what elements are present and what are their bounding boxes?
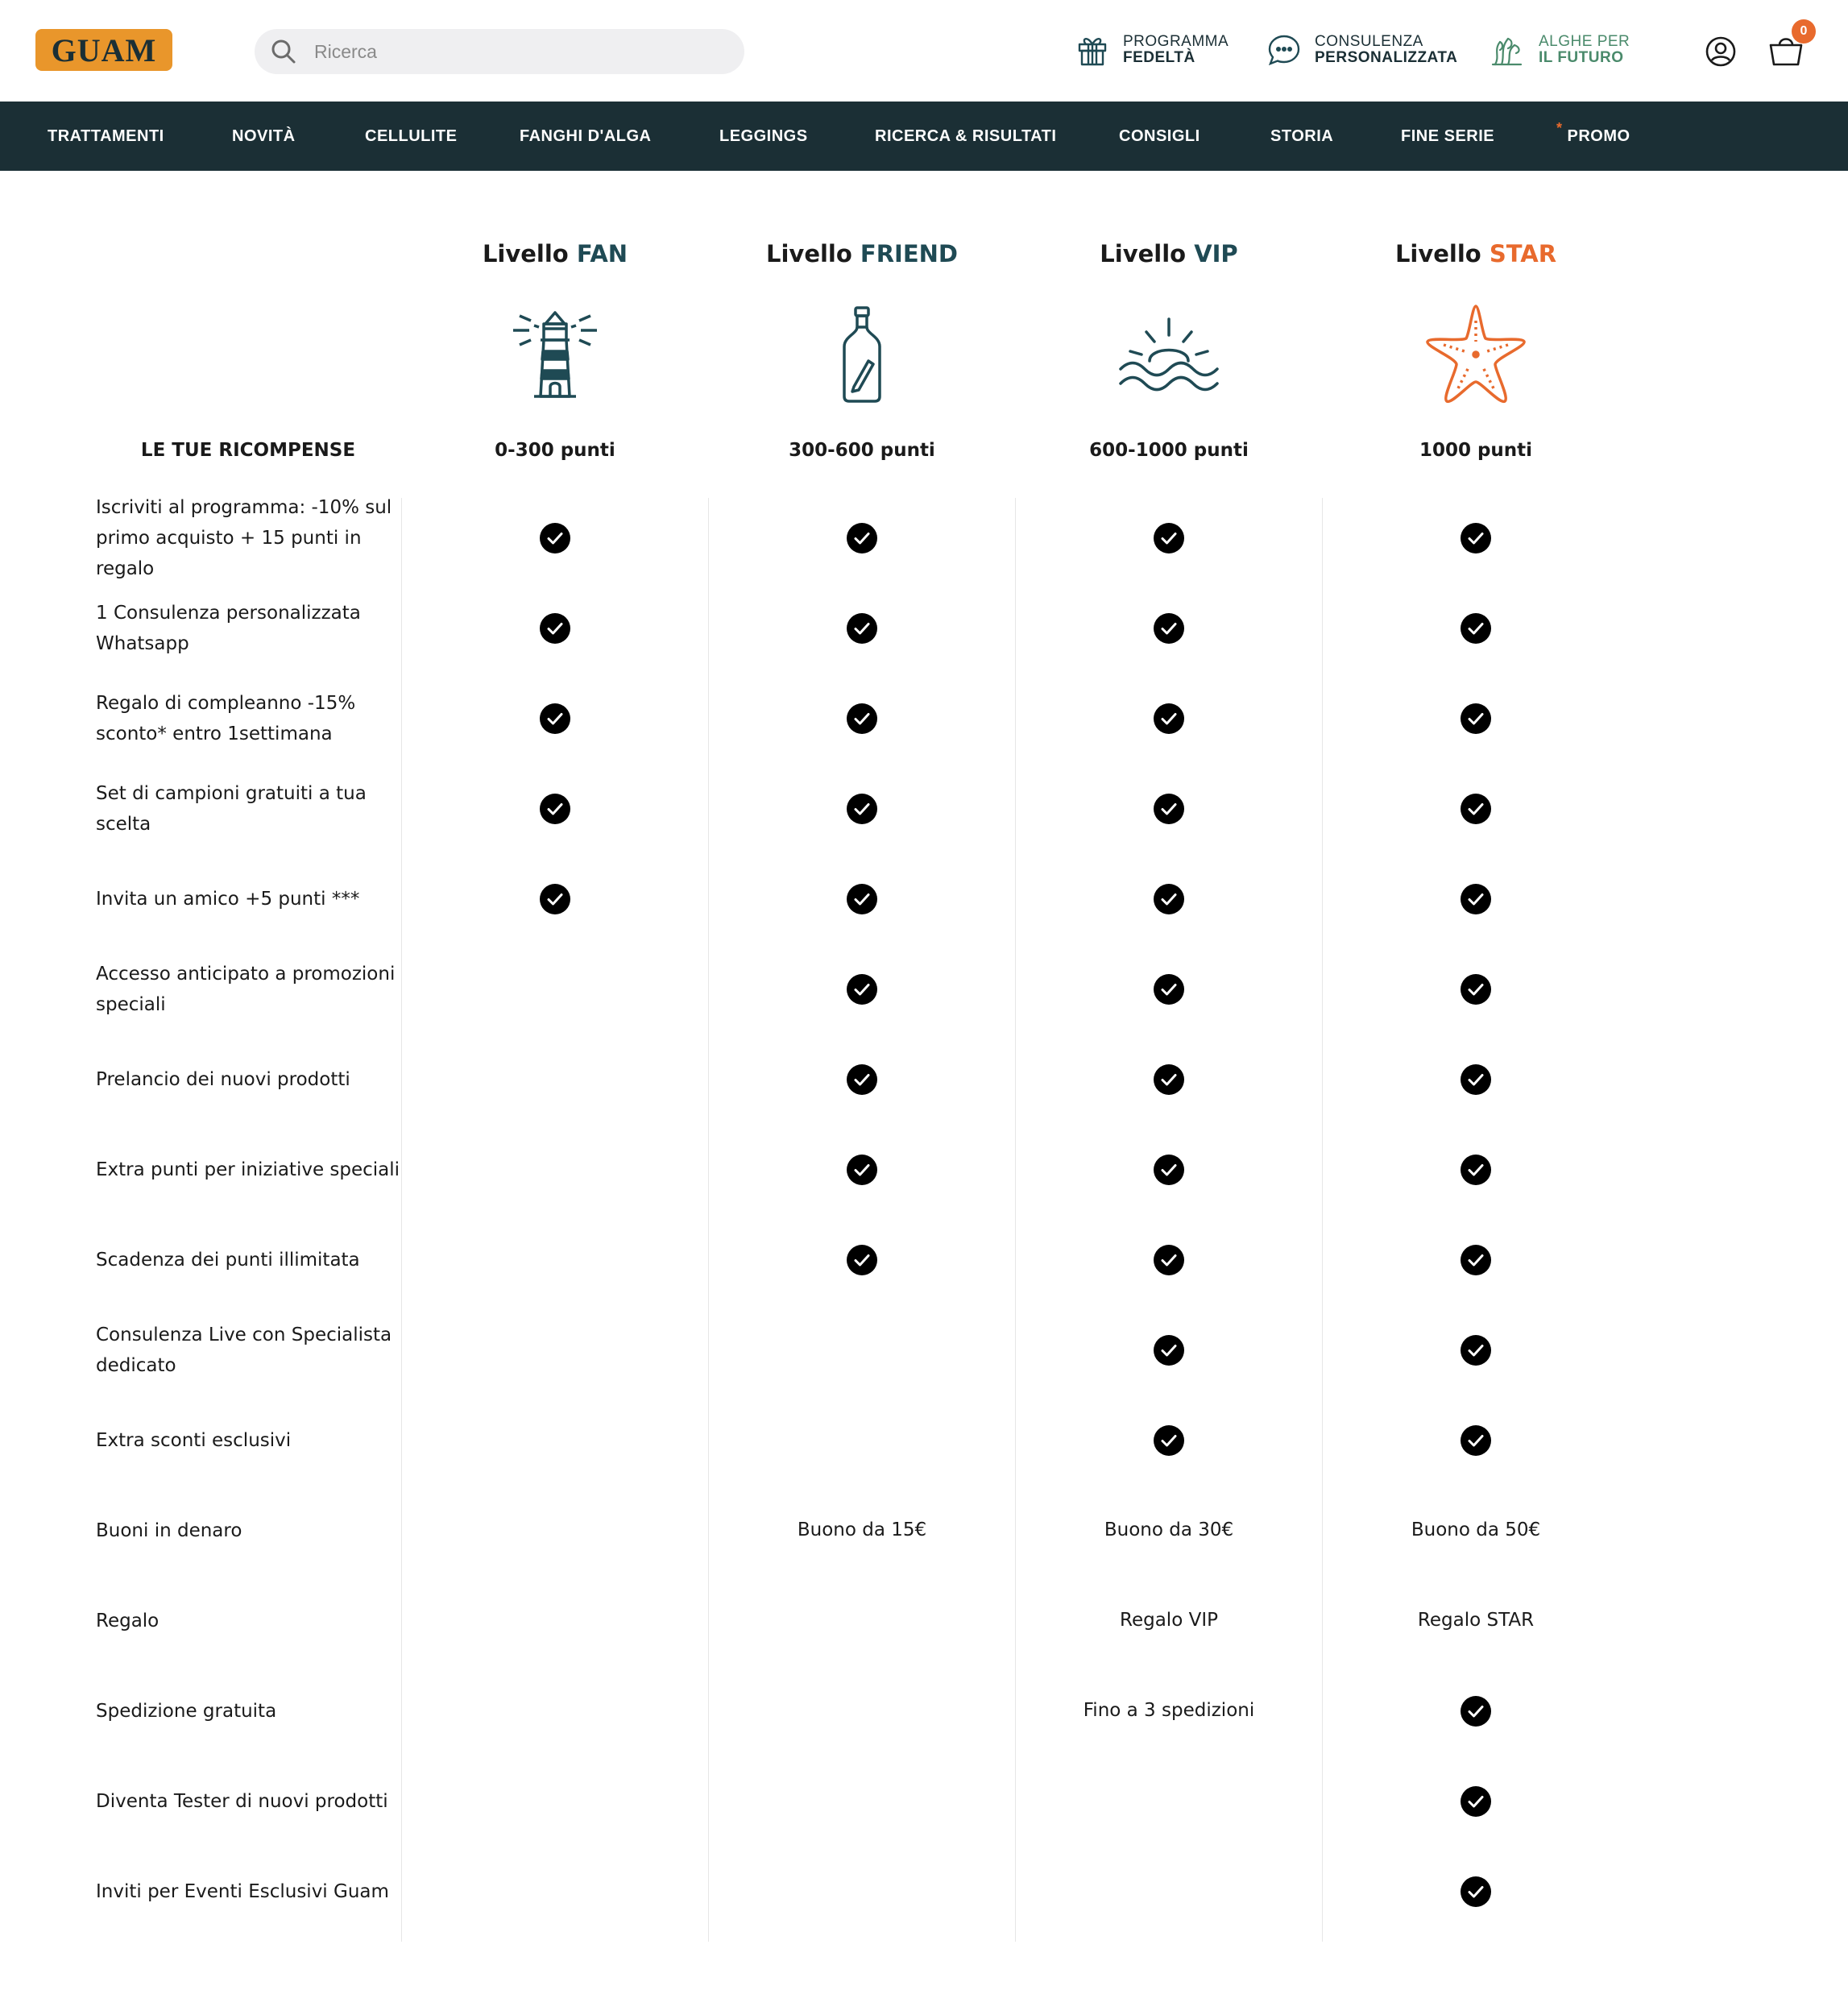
row-label: Prelancio dei nuovi prodotti bbox=[96, 1069, 350, 1090]
check-icon bbox=[1461, 523, 1491, 553]
check-icon bbox=[1154, 974, 1184, 1005]
row-label: Invita un amico +5 punti *** bbox=[96, 889, 360, 910]
level-title-friend bbox=[709, 240, 1015, 267]
row-label: Extra sconti esclusivi bbox=[96, 1430, 292, 1451]
check-icon bbox=[1461, 794, 1491, 824]
promo-asterisk: * bbox=[1556, 119, 1563, 136]
check-icon bbox=[1154, 613, 1184, 644]
starfish-icon bbox=[1419, 301, 1532, 406]
loyalty-link-line2: FEDELTÀ bbox=[1123, 49, 1195, 66]
level-prefix: Livello bbox=[1394, 240, 1481, 267]
row-label: Spedizione gratuita bbox=[96, 1701, 277, 1722]
nav-item-promo-label: PROMO bbox=[1567, 126, 1630, 145]
points-fan: 0-300 punti bbox=[495, 440, 615, 461]
consultation-link-line1: CONSULENZA bbox=[1315, 33, 1423, 50]
guam-logo[interactable] bbox=[35, 29, 172, 71]
column-divider bbox=[708, 498, 709, 1942]
nav-item-leggings[interactable]: LEGGINGS bbox=[719, 126, 808, 145]
nav-item-fine-serie[interactable]: FINE SERIE bbox=[1401, 126, 1495, 145]
check-icon bbox=[1154, 884, 1184, 914]
check-icon bbox=[540, 884, 570, 914]
check-icon bbox=[847, 523, 877, 553]
check-icon bbox=[1461, 974, 1491, 1005]
account-icon[interactable] bbox=[1705, 35, 1737, 68]
sunset-waves-icon bbox=[1113, 301, 1225, 406]
seaweed-link-line2: IL FUTURO bbox=[1539, 49, 1624, 66]
check-icon bbox=[1461, 1245, 1491, 1275]
check-icon bbox=[1154, 1064, 1184, 1095]
row-label: Set di campioni gratuiti a tua scelta bbox=[96, 783, 367, 835]
nav-item-trattamenti[interactable]: TRATTAMENTI bbox=[48, 126, 164, 145]
nav-item-novita[interactable]: NOVITÀ bbox=[232, 126, 296, 145]
site-header bbox=[0, 0, 1848, 102]
search-bar[interactable] bbox=[255, 29, 744, 74]
cell-value: Regalo STAR bbox=[1417, 1610, 1535, 1631]
check-icon bbox=[1461, 1064, 1491, 1095]
check-icon bbox=[847, 884, 877, 914]
check-icon bbox=[1154, 1425, 1184, 1456]
check-icon bbox=[1461, 1876, 1491, 1907]
check-icon bbox=[847, 794, 877, 824]
row-label: Diventa Tester di nuovi prodotti bbox=[96, 1791, 388, 1812]
level-prefix: Livello bbox=[482, 240, 569, 267]
level-title-vip bbox=[1016, 240, 1322, 267]
cell-value: Buono da 50€ bbox=[1411, 1519, 1541, 1540]
level-name: FRIEND bbox=[860, 240, 958, 267]
row-label: Accesso anticipato a promozioni speciali bbox=[96, 964, 396, 1015]
check-icon bbox=[847, 703, 877, 734]
seaweed-future-link[interactable] bbox=[1490, 32, 1630, 68]
check-icon bbox=[1461, 613, 1491, 644]
check-icon bbox=[1154, 1155, 1184, 1185]
row-label: Inviti per Eventi Esclusivi Guam bbox=[96, 1881, 389, 1902]
nav-item-consigli[interactable]: CONSIGLI bbox=[1119, 126, 1200, 145]
row-label: Regalo di compleanno -15% sconto* entro 1settimana bbox=[96, 693, 356, 744]
search-icon bbox=[269, 37, 298, 66]
check-icon bbox=[1461, 703, 1491, 734]
level-name: FAN bbox=[576, 240, 628, 267]
bottle-message-icon bbox=[806, 301, 918, 406]
check-icon bbox=[540, 794, 570, 824]
column-divider bbox=[1015, 498, 1016, 1942]
points-friend: 300-600 punti bbox=[789, 440, 935, 461]
cell-value: Regalo VIP bbox=[1120, 1610, 1218, 1631]
gift-icon bbox=[1075, 32, 1110, 68]
nav-item-fanghi[interactable]: FANGHI D'ALGA bbox=[520, 126, 652, 145]
row-label: Buoni in denaro bbox=[96, 1520, 242, 1541]
check-icon bbox=[1461, 1425, 1491, 1456]
row-label: Consulenza Live con Specialista dedicato bbox=[96, 1325, 392, 1376]
check-icon bbox=[847, 1245, 877, 1275]
level-title-fan bbox=[402, 240, 708, 267]
loyalty-program-link[interactable] bbox=[1075, 32, 1229, 68]
row-label: Extra punti per iniziative speciali bbox=[96, 1159, 400, 1180]
check-icon bbox=[1461, 1696, 1491, 1727]
main-nav bbox=[0, 102, 1848, 171]
logo-text: GUAM bbox=[51, 31, 157, 68]
row-label: Regalo bbox=[96, 1611, 160, 1631]
points-star: 1000 punti bbox=[1419, 440, 1533, 461]
check-icon bbox=[847, 974, 877, 1005]
check-icon bbox=[1154, 703, 1184, 734]
check-icon bbox=[1154, 1335, 1184, 1366]
check-icon bbox=[1461, 1155, 1491, 1185]
check-icon bbox=[1154, 523, 1184, 553]
check-icon bbox=[540, 613, 570, 644]
seaweed-link-line1: ALGHE PER bbox=[1539, 33, 1630, 50]
row-label: Scadenza dei punti illimitata bbox=[96, 1250, 360, 1271]
check-icon bbox=[1461, 1335, 1491, 1366]
level-prefix: Livello bbox=[1100, 240, 1187, 267]
search-input[interactable] bbox=[314, 41, 717, 63]
check-icon bbox=[540, 703, 570, 734]
nav-item-cellulite[interactable]: CELLULITE bbox=[365, 126, 458, 145]
loyalty-link-line1: PROGRAMMA bbox=[1123, 33, 1229, 50]
check-icon bbox=[847, 613, 877, 644]
row-label: 1 Consulenza personalizzata Whatsapp bbox=[96, 603, 361, 654]
check-icon bbox=[1461, 884, 1491, 914]
cell-value: Buono da 15€ bbox=[797, 1519, 927, 1540]
check-icon bbox=[847, 1155, 877, 1185]
level-name: VIP bbox=[1194, 240, 1238, 267]
nav-item-promo[interactable] bbox=[1556, 102, 1630, 171]
seaweed-icon bbox=[1490, 32, 1526, 68]
check-icon bbox=[847, 1064, 877, 1095]
check-icon bbox=[1461, 1786, 1491, 1817]
level-name: STAR bbox=[1489, 240, 1557, 267]
nav-item-ricerca[interactable]: RICERCA & RISULTATI bbox=[875, 126, 1057, 145]
column-divider bbox=[1322, 498, 1323, 1942]
check-icon bbox=[540, 523, 570, 553]
consultation-link[interactable] bbox=[1266, 32, 1457, 68]
cell-value: Fino a 3 spedizioni bbox=[1083, 1700, 1255, 1721]
cart-count-badge: 0 bbox=[1792, 19, 1816, 44]
check-icon bbox=[1154, 1245, 1184, 1275]
chat-icon bbox=[1266, 32, 1302, 68]
consultation-link-line2: PERSONALIZZATA bbox=[1315, 49, 1458, 66]
level-title-star bbox=[1323, 240, 1629, 267]
lighthouse-icon bbox=[499, 301, 611, 406]
rewards-heading: LE TUE RICOMPENSE bbox=[140, 440, 356, 461]
level-prefix: Livello bbox=[766, 240, 852, 267]
cell-value: Buono da 30€ bbox=[1104, 1519, 1234, 1540]
nav-item-storia[interactable]: STORIA bbox=[1270, 126, 1334, 145]
points-vip: 600-1000 punti bbox=[1089, 440, 1249, 461]
row-label: Iscriviti al programma: -10% sul primo acquisto + 15 punti in regalo bbox=[96, 497, 392, 579]
check-icon bbox=[1154, 794, 1184, 824]
